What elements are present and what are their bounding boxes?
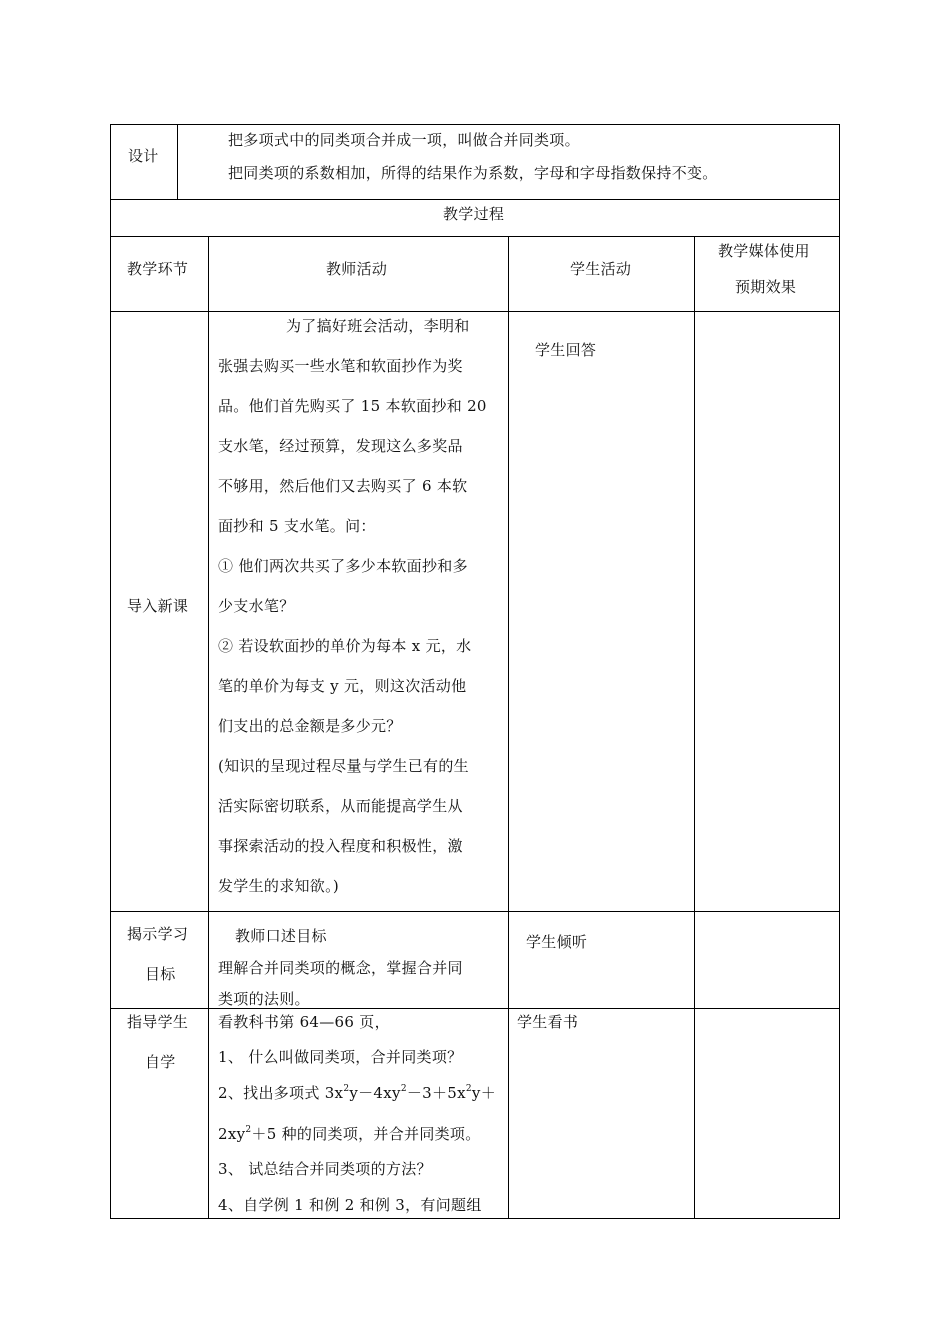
formula-part: y＋ [471, 1084, 496, 1102]
exponent: 2 [400, 1084, 407, 1094]
header-media-line2: 预期效果 [735, 278, 797, 296]
intro-teacher-line: 发学生的求知欲。) [218, 877, 340, 895]
intro-teacher-line: 为了搞好班会活动，李明和 [286, 317, 470, 335]
row-divider-intro [110, 911, 840, 912]
intro-teacher-line: 活实际密切联系，从而能提高学生从 [218, 797, 463, 815]
intro-teacher-line: 事探索活动的投入程度和积极性，激 [218, 837, 463, 855]
goal-stage-line2: 目标 [145, 965, 176, 983]
intro-teacher-line: 面抄和 5 支水笔。问： [218, 517, 376, 535]
process-title: 教学过程 [443, 205, 505, 223]
intro-teacher-line: 笔的单价为每支 y 元，则这次活动他 [218, 677, 467, 695]
intro-teacher-line: ② 若设软面抄的单价为每本 x 元，水 [218, 637, 472, 655]
self-study-teacher-line5: 4、自学例 1 和例 2 和例 3，有问题组 [218, 1196, 482, 1214]
self-study-formula-line2 [218, 1124, 481, 1144]
header-teacher: 教师活动 [326, 260, 388, 278]
self-study-teacher-line1: 看教科书第 64—66 页， [218, 1013, 390, 1031]
col-divider-1 [208, 236, 209, 1218]
col-divider-2 [508, 236, 509, 1218]
design-line-2: 把同类项的系数相加，所得的结果作为系数，字母和字母指数保持不变。 [228, 164, 718, 182]
design-divider [177, 124, 178, 199]
row-divider-design [110, 199, 840, 200]
exponent: 2 [343, 1084, 350, 1094]
self-study-stage-line1: 指导学生 [127, 1013, 189, 1031]
row-divider-process [110, 236, 840, 237]
goal-teacher-line3: 类项的法则。 [218, 990, 310, 1008]
header-stage: 教学环节 [127, 260, 189, 278]
formula-part: －3＋5x [406, 1084, 466, 1102]
intro-teacher-line: 们支出的总金额是多少元？ [218, 717, 402, 735]
intro-teacher-line: 品。他们首先购买了 15 本软面抄和 20 [218, 397, 487, 415]
intro-teacher-line: 支水笔，经过预算，发现这么多奖品 [218, 437, 463, 455]
formula-part: ＋5 种的同类项，并合并同类项。 [251, 1125, 481, 1143]
exponent: 2 [465, 1084, 472, 1094]
exponent: 2 [245, 1125, 252, 1135]
intro-teacher-line: ① 他们两次共买了多少本软面抄和多 [218, 557, 468, 575]
intro-teacher-line: (知识的呈现过程尽量与学生已有的生 [218, 757, 469, 775]
intro-teacher-line: 不够用，然后他们又去购买了 6 本软 [218, 477, 468, 495]
design-line-1: 把多项式中的同类项合并成一项，叫做合并同类项。 [228, 131, 580, 149]
table-border-bottom [110, 1218, 840, 1219]
goal-teacher-line1: 教师口述目标 [235, 927, 327, 945]
design-label: 设计 [128, 147, 159, 165]
goal-student: 学生倾听 [526, 933, 588, 951]
header-student: 学生活动 [570, 260, 632, 278]
goal-stage-line1: 揭示学习 [127, 925, 189, 943]
self-study-stage-line2: 自学 [145, 1053, 176, 1071]
intro-teacher-line: 少支水笔？ [218, 597, 295, 615]
table-border-right [839, 124, 840, 1219]
self-study-teacher-line2: 1、 什么叫做同类项，合并同类项？ [218, 1048, 463, 1066]
self-study-teacher-line4: 3、 试总结合并同类项的方法？ [218, 1160, 432, 1178]
formula-part: y－4xy [349, 1084, 401, 1102]
intro-teacher-line: 张强去购买一些水笔和软面抄作为奖 [218, 357, 463, 375]
intro-student: 学生回答 [535, 341, 597, 359]
formula-part: 2xy [218, 1125, 246, 1143]
col-divider-3 [694, 236, 695, 1218]
header-media-line1: 教学媒体使用 [718, 242, 810, 260]
table-border-top [110, 124, 840, 125]
self-study-student: 学生看书 [517, 1013, 579, 1031]
self-study-formula-line [218, 1083, 496, 1103]
goal-teacher-line2: 理解合并同类项的概念，掌握合并同 [218, 959, 463, 977]
intro-stage: 导入新课 [127, 597, 189, 615]
table-border-left [110, 124, 111, 1219]
intro-teacher-text [218, 306, 503, 906]
formula-part: 2、找出多项式 3x [218, 1084, 344, 1102]
